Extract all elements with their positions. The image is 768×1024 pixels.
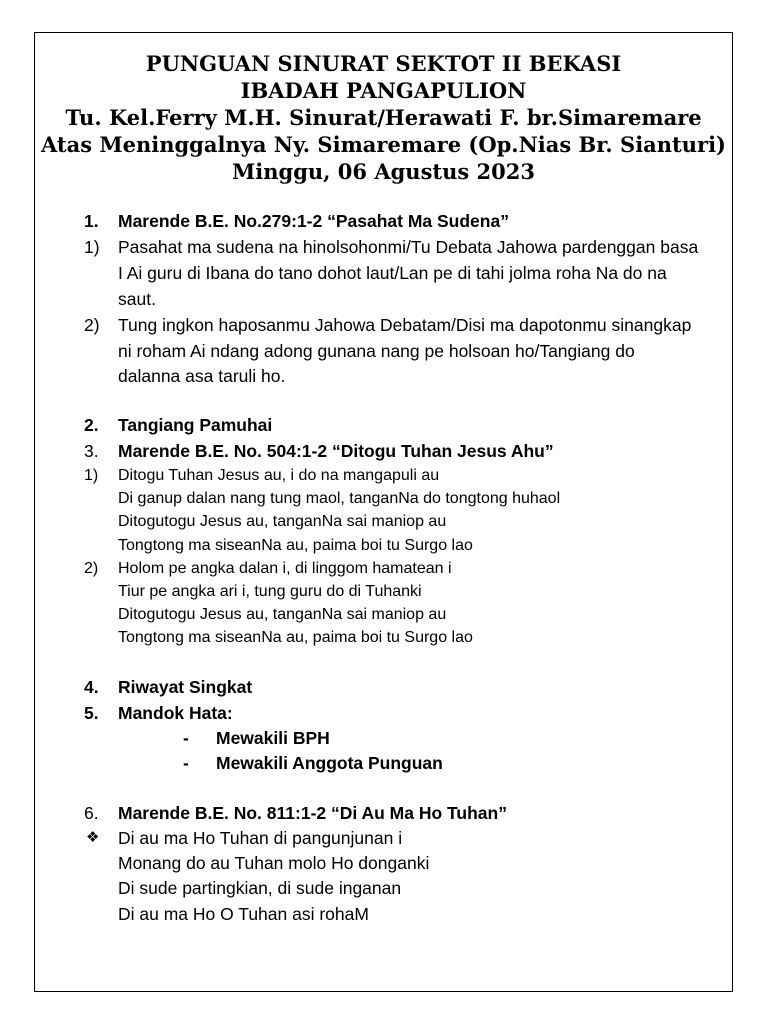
verse-line: Di au ma Ho Tuhan di pangunjunan i [118,828,403,848]
verse-line: Pasahat ma sudena na hinolsohonmi/Tu Debata Jahowa pardenggan basa [118,237,699,257]
item-1-verse-2-number: 2) [84,315,100,335]
item-2-number: 2. [84,415,99,435]
verse-line: I Ai guru di Ibana do tano dohot laut/Lan pe di tahi jolma roha Na do na [118,263,667,283]
header-line-2: IBADAH PANGAPULION [240,78,527,103]
verse-line: dalanna asa taruli ho. [118,366,286,386]
sub-item-label: Mewakili Anggota Punguan [216,753,443,773]
diamond-bullet-icon: ❖ [86,829,100,846]
verse-line: Tiur pe angka ari i, tung guru do di Tuhanki [118,583,422,600]
item-1-title: Marende B.E. No.279:1-2 “Pasahat Ma Sudena” [118,211,509,231]
verse-line: Tung ingkon haposanmu Jahowa Debatam/Disi ma dapotonmu sinangkap [118,315,692,335]
header-line-1: PUNGUAN SINURAT SEKTOT II BEKASI [145,51,622,76]
item-5-number: 5. [84,703,99,723]
sub-item-label: Mewakili BPH [216,728,330,748]
item-4-title: Riwayat Singkat [118,677,253,697]
verse-line: Monang do au Tuhan molo Ho donganki [118,853,430,873]
item-3-title: Marende B.E. No. 504:1-2 “Ditogu Tuhan Jesus Ahu” [118,441,554,461]
verse-line: saut. [118,289,156,309]
header-line-4: Atas Meninggalnya Ny. Simaremare (Op.Nias Br. Sianturi) [40,132,726,157]
item-4-number: 4. [84,677,99,697]
item-6-title: Marende B.E. No. 811:1-2 “Di Au Ma Ho Tuhan” [118,803,507,823]
header-line-5: Minggu, 06 Agustus 2023 [232,159,535,184]
item-3-number: 3. [84,441,99,461]
item-1-verse-1-number: 1) [84,237,100,257]
verse-line: Ditogutogu Jesus au, tanganNa sai maniop au [118,606,447,623]
item-1-number: 1. [84,211,99,231]
verse-line: Holom pe angka dalan i, di linggom hamatean i [118,560,452,577]
item-6-number: 6. [84,803,99,823]
verse-line: Ditogutogu Jesus au, tanganNa sai maniop au [118,513,447,530]
document-header [34,50,733,185]
verse-line: Tongtong ma siseanNa au, paima boi tu Surgo lao [118,537,473,554]
item-5-title: Mandok Hata: [118,703,233,723]
verse-line: ni roham Ai ndang adong gunana nang pe holsoan ho/Tangiang do [118,341,635,361]
verse-line: Di sude partingkian, di sude inganan [118,878,402,898]
verse-line: Ditogu Tuhan Jesus au, i do na mangapuli au [118,467,440,484]
verse-line: Tongtong ma siseanNa au, paima boi tu Surgo lao [118,629,473,646]
item-3-verse-1-number: 1) [84,467,99,484]
dash-bullet: - [183,753,189,773]
verse-line: Di au ma Ho O Tuhan asi rohaM [118,904,369,924]
verse-line: Di ganup dalan nang tung maol, tanganNa do tongtong huhaol [118,490,561,507]
item-2-title: Tangiang Pamuhai [118,415,273,435]
header-line-3: Tu. Kel.Ferry M.H. Sinurat/Herawati F. br.Simaremare [65,105,702,130]
dash-bullet: - [183,728,189,748]
item-3-verse-2-number: 2) [84,560,99,577]
